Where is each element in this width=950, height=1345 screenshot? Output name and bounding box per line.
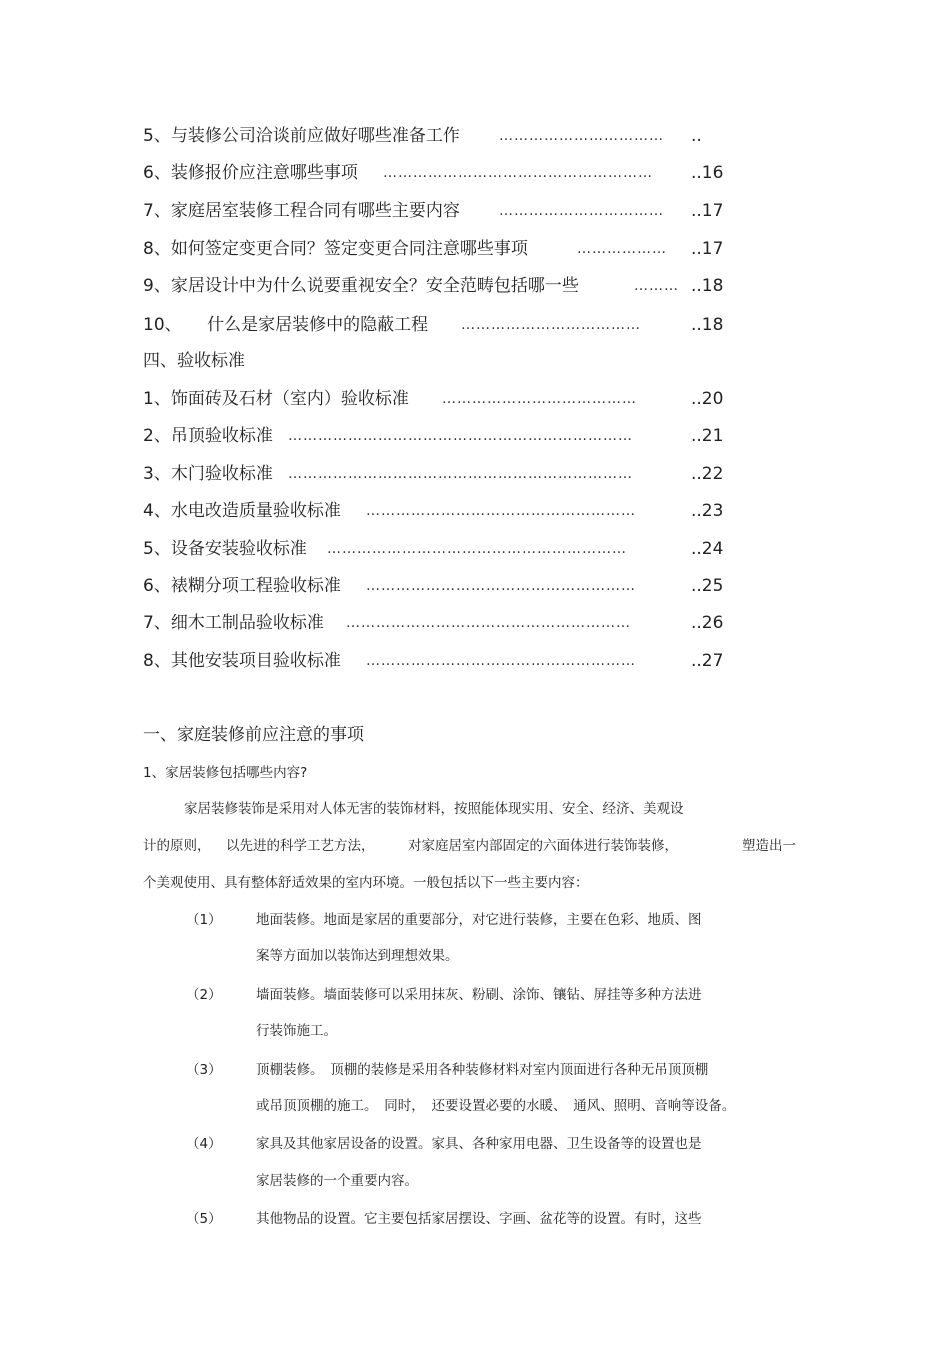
toc-page-number: ..21	[691, 426, 724, 446]
toc-dot-leader: ……………………………	[499, 128, 664, 144]
toc-entry[interactable]	[143, 461, 723, 487]
toc-entry-title: 8、如何签定变更合同？签定变更合同注意哪些事项	[143, 239, 528, 259]
toc-page-number: ..17	[691, 201, 724, 221]
toc-dot-leader: ………………………………………………	[366, 653, 636, 669]
toc-entry[interactable]	[143, 610, 723, 636]
toc-dot-leader: ……………………………	[499, 203, 664, 219]
intro-paragraph-line: 家居装修装饰是采用对人体无害的装饰材料，按照能体现实用、安全、经济、美观设	[184, 801, 684, 817]
intro-paragraph-line: 个美观使用、具有整体舒适效果的室内环境。一般包括以下一些主要内容：	[143, 875, 589, 891]
list-item-text: 墙面装修。墙面装修可以采用抹灰、粉刷、涂饰、镶钻、屏挂等多种方法进	[256, 987, 702, 1003]
toc-entry-title: 8、其他安装项目验收标准	[143, 651, 341, 671]
toc-entry[interactable]	[143, 386, 723, 412]
toc-entry-title: 1、饰面砖及石材（室内）验收标准	[143, 389, 409, 409]
toc-page-number: ..16	[691, 163, 724, 183]
toc-entry-title: 2、吊顶验收标准	[143, 426, 273, 446]
list-item-text: 或吊顶顶棚的施工。 同时， 还要设置必要的水暖、 通风、照明、音响等设备。	[256, 1098, 736, 1114]
toc-dot-leader: ………………………………	[461, 317, 641, 333]
toc-entry-title: 3、木门验收标准	[143, 464, 273, 484]
toc-entry[interactable]	[143, 536, 723, 562]
list-item-number: （2）	[186, 987, 222, 1003]
toc-entry-title: 5、设备安装验收标准	[143, 539, 307, 559]
list-item-text: 案等方面加以装饰达到理想效果。	[256, 948, 459, 964]
toc-entry-title: 6、装修报价应注意哪些事项	[143, 163, 358, 183]
toc-entry[interactable]	[143, 573, 723, 599]
toc-entry[interactable]	[143, 273, 723, 299]
intro-paragraph-line: 塑造出一	[742, 838, 796, 854]
toc-page-number: ..23	[691, 501, 724, 521]
toc-dot-leader: ……………………………………………………………	[288, 466, 633, 482]
list-item-text: 其他物品的设置。它主要包括家居摆设、字画、盆花等的设置。有时，这些	[256, 1211, 702, 1227]
toc-entry-title: 9、家居设计中为什么说要重视安全？安全范畴包括哪一些	[143, 276, 579, 296]
toc-dot-leader: …………………………………………………	[346, 615, 631, 631]
toc-entry-title: 7、家庭居室装修工程合同有哪些主要内容	[143, 201, 460, 221]
toc-entry[interactable]	[143, 160, 723, 186]
list-item-number: （5）	[186, 1211, 222, 1227]
list-item-text: 家具及其他家居设备的设置。家具、各种家用电器、卫生设备等的设置也是	[256, 1136, 702, 1152]
toc-dot-leader: …………………………………	[442, 391, 637, 407]
toc-dot-leader: ………………………………………………	[383, 165, 653, 181]
toc-page-number: ..17	[691, 239, 724, 259]
toc-dot-leader: ………	[634, 278, 679, 294]
toc-entry[interactable]	[143, 423, 723, 449]
toc-section-heading[interactable]: 四、验收标准	[143, 351, 245, 371]
toc-page-number: ..	[691, 126, 702, 146]
toc-dot-leader: ……………………………………………………	[327, 541, 627, 557]
list-item-text: 地面装修。地面是家居的重要部分，对它进行装修，主要在色彩、地质、图	[256, 912, 702, 928]
intro-paragraph-line: 计的原则，	[143, 838, 211, 854]
intro-paragraph-line: 对家庭居室内部固定的六面体进行装饰装修，	[408, 838, 678, 854]
toc-entry[interactable]	[143, 498, 723, 524]
toc-entry[interactable]	[143, 236, 723, 262]
toc-page-number: ..22	[691, 464, 724, 484]
toc-page-number: ..20	[691, 389, 724, 409]
toc-dot-leader: ………………………………………………	[366, 503, 636, 519]
list-item-number: （3）	[186, 1062, 222, 1078]
list-item-text: 家居装修的一个重要内容。	[256, 1173, 418, 1189]
chapter-heading: 一、家庭装修前应注意的事项	[143, 725, 364, 745]
toc-page-number: ..26	[691, 613, 724, 633]
toc-dot-leader: ………………………………………………	[366, 578, 636, 594]
toc-dot-leader: ……………………………………………………………	[288, 428, 633, 444]
list-item-text: 行装饰施工。	[256, 1023, 337, 1039]
toc-page-number: ..18	[691, 276, 724, 296]
toc-entry[interactable]	[143, 648, 723, 674]
toc-entry[interactable]	[143, 123, 723, 149]
toc-entry[interactable]	[143, 198, 723, 224]
list-item-number: （1）	[186, 912, 222, 928]
toc-entry-title: 7、细木工制品验收标准	[143, 613, 324, 633]
list-item-number: （4）	[186, 1136, 222, 1152]
toc-entry[interactable]	[143, 312, 723, 338]
toc-entry-title: 10、 什么是家居装修中的隐蔽工程	[143, 315, 429, 335]
toc-entry-title: 4、水电改造质量验收标准	[143, 501, 341, 521]
toc-dot-leader: ………………	[577, 241, 667, 257]
toc-page-number: ..27	[691, 651, 724, 671]
intro-paragraph-line: 以先进的科学工艺方法，	[226, 838, 375, 854]
list-item-text: 顶棚装修。 顶棚的装修是采用各种装修材料对室内顶面进行各种无吊顶顶棚	[256, 1062, 709, 1078]
toc-entry-title: 6、裱糊分项工程验收标准	[143, 576, 341, 596]
toc-page-number: ..24	[691, 539, 724, 559]
question-heading: 1、家居装修包括哪些内容?	[143, 765, 308, 781]
toc-entry-title: 5、与装修公司洽谈前应做好哪些准备工作	[143, 126, 460, 146]
toc-page-number: ..25	[691, 576, 724, 596]
toc-page-number: ..18	[691, 315, 724, 335]
